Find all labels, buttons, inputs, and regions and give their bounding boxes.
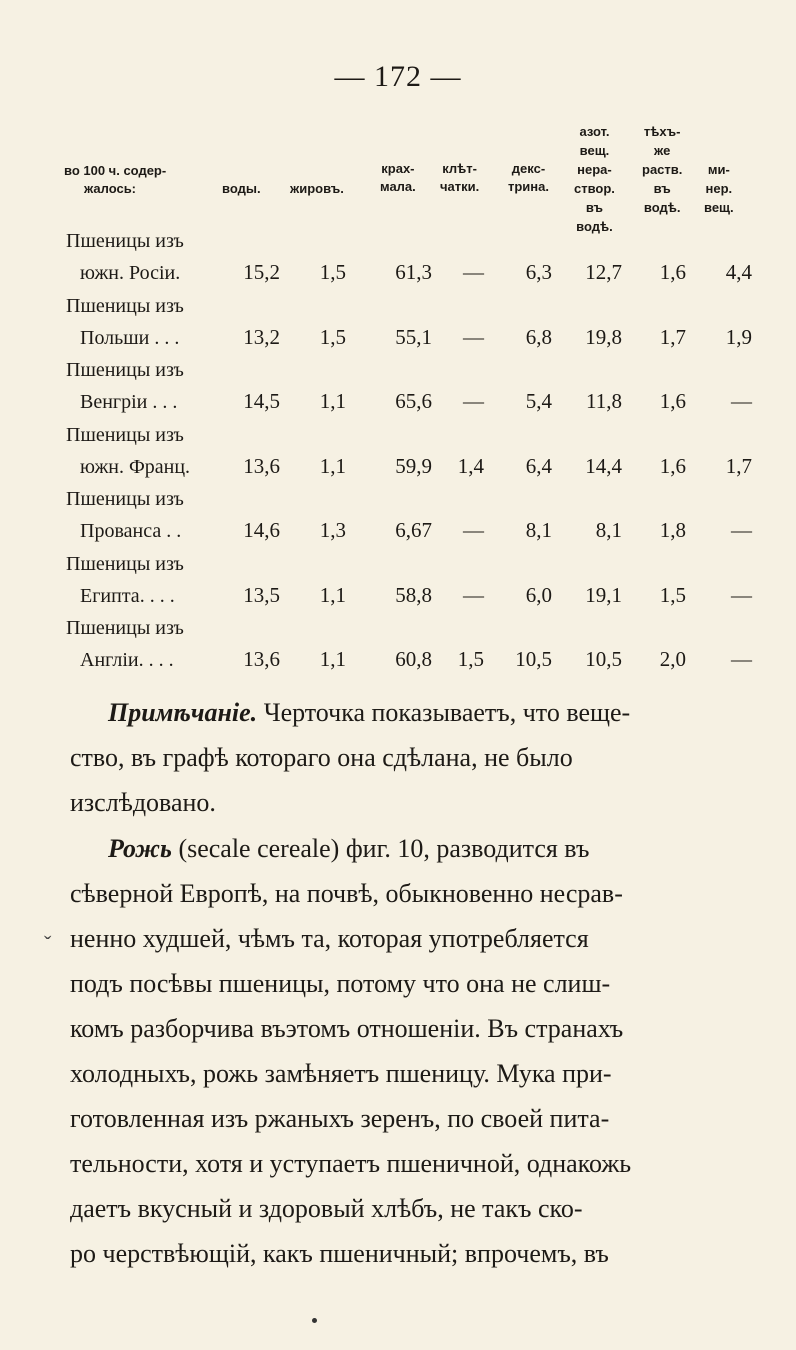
table-cell: 1,5 bbox=[319, 260, 346, 284]
table-cell: 13,2 bbox=[243, 324, 280, 349]
table-cell: 8,1 bbox=[595, 518, 622, 542]
rye-line: холодныхъ, рожь замѣняетъ пшеницу. Мука при- bbox=[70, 1059, 612, 1088]
rye-line: ненно худшей, чѣмъ та, которая употребляется bbox=[70, 924, 589, 953]
column-header-line: въ bbox=[653, 181, 671, 196]
table-cell: 10,5 bbox=[585, 647, 622, 671]
table-cell: 14,5 bbox=[243, 389, 280, 413]
column-header-line: трина. bbox=[508, 179, 549, 194]
table-cell: 65,6 bbox=[395, 389, 432, 413]
page-number: — 172 — bbox=[334, 60, 462, 93]
table-row-name-line1: Пшеницы изъ bbox=[66, 230, 184, 252]
table-cell: 10,5 bbox=[515, 647, 552, 671]
table-cell: — bbox=[731, 647, 752, 671]
rye-line: подъ посѣвы пшеницы, потому что она не слиш- bbox=[70, 969, 611, 998]
table-row-name-line1: Пшеницы изъ bbox=[66, 359, 184, 381]
column-header-line: въ bbox=[585, 200, 604, 215]
table-cell: 6,3 bbox=[525, 260, 552, 284]
note-line: ство, въ графѣ котораго она сдѣлана, не было bbox=[70, 743, 573, 772]
table-cell: 6,8 bbox=[525, 324, 552, 349]
column-header-line: водѣ. bbox=[576, 219, 613, 234]
table-cell: 14,6 bbox=[243, 518, 280, 542]
table-cell: 55,1 bbox=[395, 324, 432, 349]
table-cell: — bbox=[463, 582, 484, 607]
table-row-name-line1: Пшеницы изъ bbox=[66, 294, 184, 317]
header-label-line: жалось: bbox=[84, 181, 137, 196]
table-cell: 1,6 bbox=[659, 260, 686, 284]
column-header-line: нера- bbox=[577, 162, 612, 177]
table-cell: 61,3 bbox=[395, 260, 432, 284]
table-cell: 15,2 bbox=[243, 260, 280, 284]
column-header-line: ми- bbox=[707, 162, 730, 177]
column-header-line: раств. bbox=[642, 162, 683, 177]
rye-line: сѣверной Европѣ, на почвѣ, обыкновенно несрав- bbox=[70, 879, 623, 908]
note-text: Черточка показываетъ, что веще- bbox=[263, 698, 631, 727]
column-header-nitrogen-insoluble bbox=[574, 122, 615, 236]
table-row-name-line1: Пшеницы изъ bbox=[66, 617, 184, 639]
table-row-name-line2: Англіи. . . . bbox=[80, 649, 174, 671]
ink-dot-icon bbox=[312, 1318, 317, 1323]
rye-line: даетъ вкусный и здоровый хлѣбъ, не такъ ско- bbox=[70, 1194, 583, 1223]
column-header-fats bbox=[290, 180, 344, 198]
table-cell: 13,6 bbox=[243, 453, 280, 478]
table-row-name-line1: Пшеницы изъ bbox=[66, 423, 184, 446]
table-row-name-line2: Венгріи . . . bbox=[80, 391, 178, 413]
table-cell: 13,6 bbox=[243, 647, 280, 671]
note-line bbox=[70, 690, 750, 735]
column-header-line: вещ. bbox=[579, 143, 610, 158]
table-cell: 6,67 bbox=[395, 518, 432, 542]
column-header-starch bbox=[380, 160, 416, 196]
table-cell: — bbox=[463, 518, 484, 542]
rye-line bbox=[70, 826, 750, 871]
column-header-line: же bbox=[654, 143, 671, 158]
table-cell: — bbox=[463, 389, 484, 413]
column-header-cellulose bbox=[440, 160, 479, 196]
rye-line: тельности, хотя и уступаетъ пшеничной, однакожь bbox=[70, 1149, 632, 1178]
table-cell: — bbox=[731, 389, 752, 413]
table-row-name-line2: Польши . . . bbox=[80, 326, 180, 349]
table-row-name-line1: Пшеницы изъ bbox=[66, 552, 184, 575]
rye-line: готовленная изъ ржаныхъ зеренъ, по своей пита- bbox=[70, 1104, 610, 1133]
rye-text: (secale cereale) фиг. 10, разводится въ bbox=[178, 834, 590, 863]
column-header-line: воды. bbox=[222, 181, 261, 196]
table-cell: 1,6 bbox=[659, 453, 686, 478]
table-cell: 5,4 bbox=[525, 389, 552, 413]
table-cell: 1,7 bbox=[659, 324, 686, 349]
column-header-line: створ. bbox=[574, 181, 615, 196]
table-cell: 1,5 bbox=[659, 582, 686, 607]
table-cell: 1,6 bbox=[659, 389, 686, 413]
column-header-dextrin bbox=[508, 160, 549, 196]
column-header-line: мала. bbox=[380, 179, 416, 194]
rye-label: Рожь bbox=[108, 834, 172, 863]
table-cell: 1,5 bbox=[457, 647, 484, 671]
rye-paragraph bbox=[70, 826, 750, 1276]
table-row-name-line2: Египта. . . . bbox=[80, 584, 175, 607]
table-header-label bbox=[64, 162, 166, 198]
table-cell: 6,0 bbox=[525, 582, 552, 607]
table-cell: — bbox=[463, 324, 484, 349]
column-header-line: крах- bbox=[381, 161, 415, 176]
column-header-line: азот. bbox=[579, 124, 610, 139]
table-cell: 2,0 bbox=[659, 647, 686, 671]
table-cell: 1,3 bbox=[319, 518, 346, 542]
table-row-name-line2: южн. Росіи. bbox=[80, 262, 181, 284]
table-cell: 58,8 bbox=[395, 582, 432, 607]
table-cell: 19,1 bbox=[585, 582, 622, 607]
table-cell: 1,1 bbox=[319, 389, 346, 413]
table-cell: 1,1 bbox=[319, 647, 346, 671]
column-header-nitrogen-soluble bbox=[642, 122, 682, 217]
note-label: Примѣчаніе. bbox=[108, 698, 258, 727]
column-header-line: нер. bbox=[705, 181, 733, 196]
rye-line: комъ разборчива въэтомъ отношеніи. Въ странахъ bbox=[70, 1014, 624, 1043]
column-header-line: вещ. bbox=[704, 200, 734, 215]
table-cell: — bbox=[731, 582, 752, 607]
table-cell: 1,4 bbox=[457, 453, 484, 478]
table-cell: 6,4 bbox=[525, 453, 552, 478]
table-row-name-line2: южн. Франц. bbox=[80, 455, 191, 478]
table-cell: 8,1 bbox=[525, 518, 552, 542]
column-header-line: чатки. bbox=[440, 179, 480, 194]
table-cell: 1,5 bbox=[319, 324, 346, 349]
note-line: изслѣдовано. bbox=[70, 788, 216, 817]
note-paragraph bbox=[70, 690, 750, 825]
table-cell: — bbox=[463, 260, 484, 284]
table-cell: 4,4 bbox=[725, 260, 752, 284]
table-cell: — bbox=[731, 518, 752, 542]
table-cell: 1,1 bbox=[319, 582, 346, 607]
table-row-name-line2: Прованса . . bbox=[80, 520, 182, 542]
table-cell: 19,8 bbox=[585, 324, 622, 349]
column-header-line: клѣт- bbox=[442, 161, 478, 176]
column-header-line: тѣхъ- bbox=[643, 124, 681, 139]
column-header-line: водѣ. bbox=[643, 200, 681, 215]
column-header-water bbox=[222, 180, 261, 198]
table-cell: 1,1 bbox=[319, 453, 346, 478]
table-cell: 60,8 bbox=[395, 647, 432, 671]
rye-line: ро черствѣющій, какъ пшеничный; впрочемъ, въ bbox=[70, 1239, 609, 1268]
table-cell: 14,4 bbox=[585, 453, 622, 478]
header-label-line: во 100 ч. содер- bbox=[64, 163, 167, 178]
table-cell: 1,9 bbox=[725, 324, 752, 349]
table-cell: 12,7 bbox=[585, 260, 622, 284]
column-header-line: жировъ. bbox=[290, 181, 344, 196]
table-cell: 13,5 bbox=[243, 582, 280, 607]
table-cell: 11,8 bbox=[586, 389, 622, 413]
table-cell: 1,8 bbox=[659, 518, 686, 542]
table-cell: 1,7 bbox=[725, 453, 752, 478]
column-header-line: декс- bbox=[511, 161, 546, 176]
table-row-name-line1: Пшеницы изъ bbox=[66, 488, 184, 510]
margin-mark-icon: ˇ bbox=[44, 931, 52, 956]
table-cell: 59,9 bbox=[395, 453, 432, 478]
column-header-mineral bbox=[704, 160, 734, 217]
